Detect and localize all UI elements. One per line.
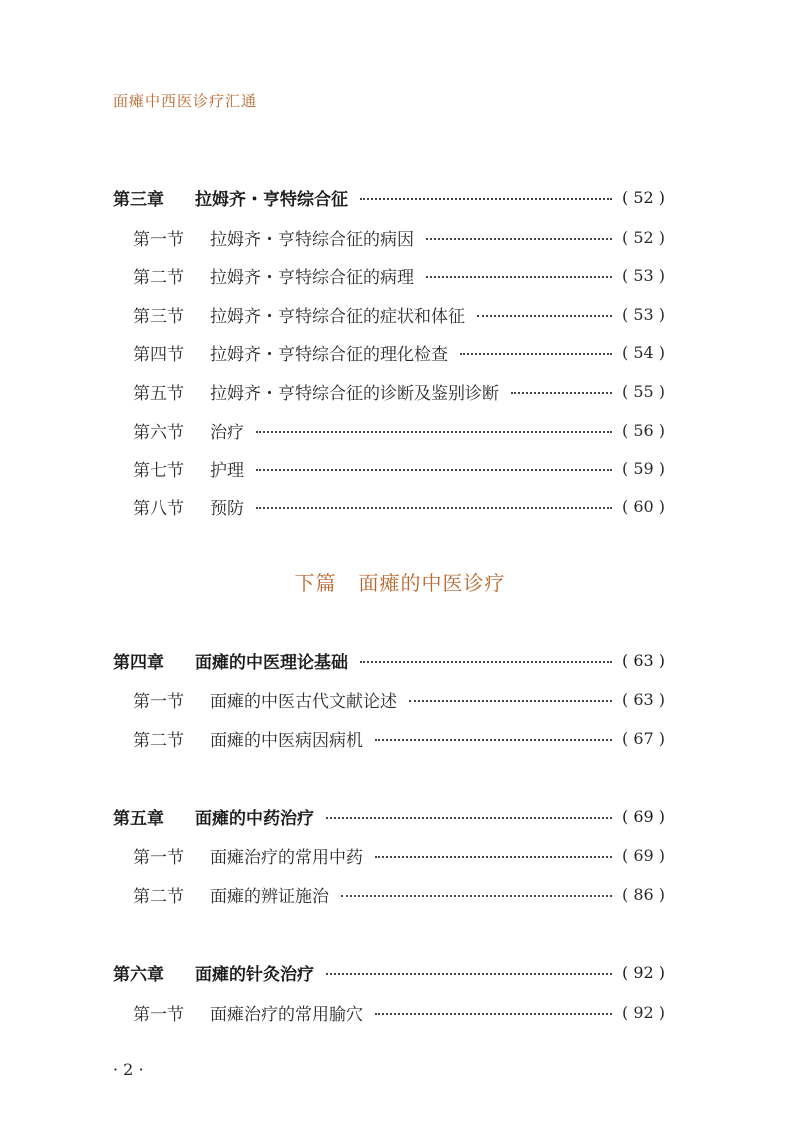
section-title: 面瘫的中医病因病机: [210, 730, 363, 751]
chapter-title: 面瘫的中医理论基础: [195, 652, 348, 673]
dot-leader: [375, 1013, 612, 1015]
dot-leader: [326, 973, 612, 975]
section-number: 第四节: [133, 344, 184, 365]
section-number: 第二节: [133, 730, 184, 751]
page-number: ( 53 ): [621, 265, 665, 285]
toc-chapter-5[interactable]: [113, 804, 665, 828]
dot-leader: [375, 856, 612, 858]
page-number: ( 86 ): [621, 884, 665, 904]
toc-section[interactable]: [133, 225, 665, 249]
section-title: 护理: [210, 460, 244, 481]
dot-leader: [409, 700, 612, 702]
toc-section[interactable]: [133, 379, 665, 403]
section-number: 第二节: [133, 267, 184, 288]
page-number: ( 59 ): [621, 458, 665, 478]
section-title: 拉姆齐・亨特综合征的病因: [210, 229, 414, 250]
toc-section[interactable]: [133, 302, 665, 326]
section-number: 第七节: [133, 460, 184, 481]
dot-leader: [426, 276, 612, 278]
dot-leader: [460, 353, 612, 355]
section-number: 第一节: [133, 691, 184, 712]
page-number: ( 67 ): [621, 728, 665, 748]
page-number: ( 60 ): [621, 496, 665, 516]
section-title: 预防: [210, 498, 244, 519]
section-number: 第二节: [133, 886, 184, 907]
page-number: ( 69 ): [621, 806, 665, 826]
page-number: ( 53 ): [621, 304, 665, 324]
dot-leader: [360, 661, 612, 663]
page-number: ( 92 ): [621, 1002, 665, 1022]
running-head: 面瘫中西医诊疗汇通: [113, 92, 258, 110]
toc-chapter-6[interactable]: [113, 960, 665, 984]
section-title: 面瘫治疗的常用中药: [210, 847, 363, 868]
chapter-number: 第四章: [113, 652, 164, 673]
part-title: [0, 567, 800, 596]
toc-section[interactable]: [133, 687, 665, 711]
section-title: 治疗: [210, 422, 244, 443]
section-title: 面瘫的辨证施治: [210, 886, 329, 907]
dot-leader: [256, 469, 612, 471]
section-number: 第一节: [133, 847, 184, 868]
chapter-title: 面瘫的中药治疗: [195, 808, 314, 829]
chapter-title: 面瘫的针灸治疗: [195, 964, 314, 985]
part-label: 下篇: [294, 571, 337, 595]
toc-section[interactable]: [133, 418, 665, 442]
section-title: 拉姆齐・亨特综合征的诊断及鉴别诊断: [210, 383, 499, 404]
dot-leader: [256, 431, 612, 433]
toc-chapter-3[interactable]: [113, 185, 665, 209]
section-title: 面瘫治疗的常用腧穴: [210, 1004, 363, 1025]
section-number: 第一节: [133, 229, 184, 250]
page-folio: · 2 ·: [113, 1060, 144, 1079]
section-number: 第三节: [133, 306, 184, 327]
toc-section[interactable]: [133, 456, 665, 480]
section-title: 面瘫的中医古代文献论述: [210, 691, 397, 712]
section-number: 第一节: [133, 1004, 184, 1025]
page-number: ( 52 ): [621, 187, 665, 207]
toc-section[interactable]: [133, 494, 665, 518]
dot-leader: [341, 895, 612, 897]
page-number: ( 63 ): [621, 650, 665, 670]
toc-chapter-4[interactable]: [113, 648, 665, 672]
toc-section[interactable]: [133, 263, 665, 287]
chapter-number: 第六章: [113, 964, 164, 985]
dot-leader: [326, 817, 612, 819]
toc-section[interactable]: [133, 340, 665, 364]
section-title: 拉姆齐・亨特综合征的理化检查: [210, 344, 448, 365]
chapter-number: 第五章: [113, 808, 164, 829]
section-number: 第五节: [133, 383, 184, 404]
section-title: 拉姆齐・亨特综合征的病理: [210, 267, 414, 288]
section-title: 拉姆齐・亨特综合征的症状和体征: [210, 306, 465, 327]
dot-leader: [375, 739, 612, 741]
toc-section[interactable]: [133, 1000, 665, 1024]
page-number: ( 55 ): [621, 381, 665, 401]
page-number: ( 63 ): [621, 689, 665, 709]
dot-leader: [477, 315, 612, 317]
section-number: 第八节: [133, 498, 184, 519]
dot-leader: [426, 238, 612, 240]
toc-section[interactable]: [133, 882, 665, 906]
toc-section[interactable]: [133, 843, 665, 867]
section-number: 第六节: [133, 422, 184, 443]
dot-leader: [360, 198, 612, 200]
chapter-number: 第三章: [113, 189, 164, 210]
page-number: ( 54 ): [621, 342, 665, 362]
page-number: ( 92 ): [621, 962, 665, 982]
page-number: ( 52 ): [621, 227, 665, 247]
page-number: ( 56 ): [621, 420, 665, 440]
chapter-title: 拉姆齐・亨特综合征: [195, 189, 348, 210]
dot-leader: [256, 507, 612, 509]
part-name: 面瘫的中医诊疗: [358, 571, 506, 595]
dot-leader: [511, 392, 612, 394]
toc-section[interactable]: [133, 726, 665, 750]
page-number: ( 69 ): [621, 845, 665, 865]
